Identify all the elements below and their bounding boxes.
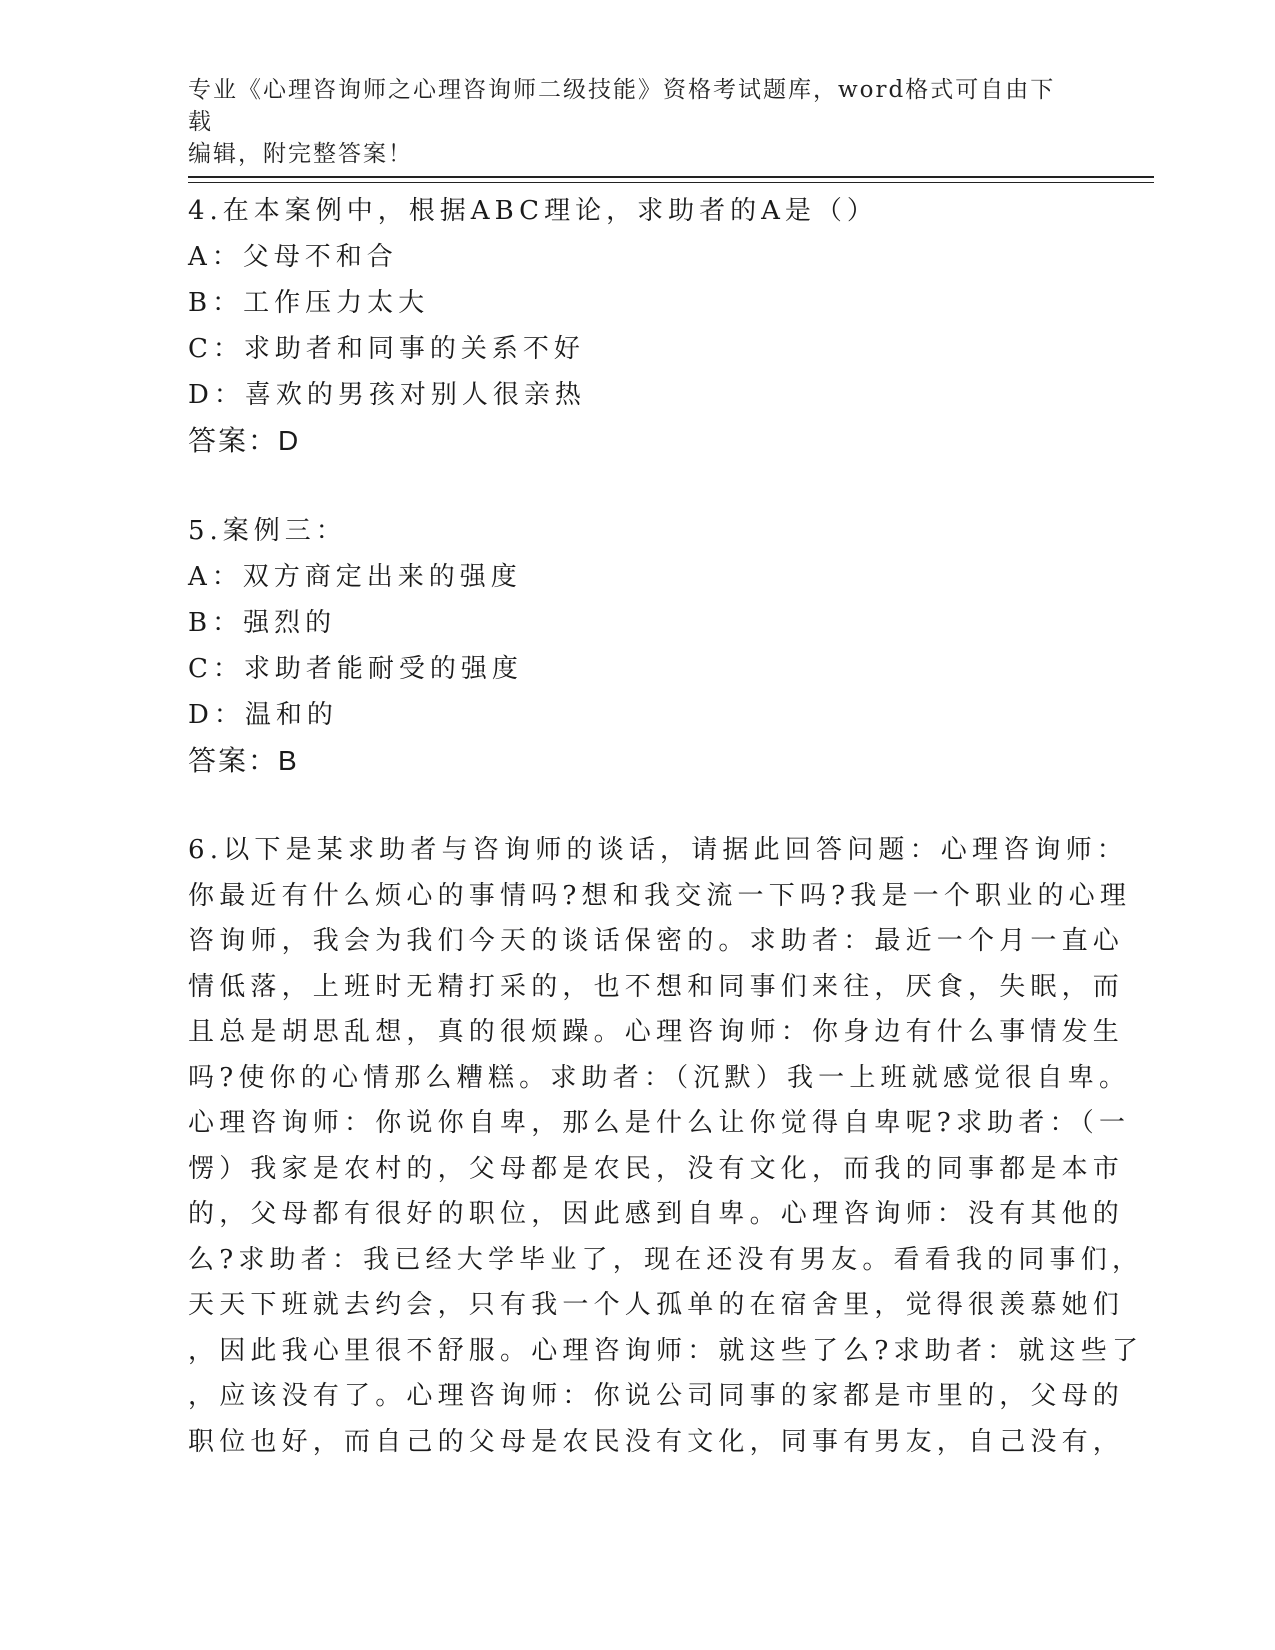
option-d: D：喜欢的男孩对别人很亲热 — [188, 380, 586, 410]
header-line-2: 编辑，附完整答案！ — [188, 141, 413, 167]
option-c: C：求助者和同事的关系不好 — [188, 334, 585, 364]
header-divider-thin — [188, 182, 1154, 183]
paragraph-line: 咨询师，我会为我们今天的谈话保密的。求助者：最近一个月一直心 — [188, 926, 1125, 956]
question-6 — [188, 828, 1144, 1465]
question-stem: 5.案例三： — [188, 516, 347, 546]
question-5 — [188, 508, 1088, 784]
paragraph-line: 的，父母都有很好的职位，因此感到自卑。心理咨询师：没有其他的 — [188, 1199, 1125, 1229]
answer-line: 答案：D — [188, 425, 301, 456]
paragraph-line: 你最近有什么烦心的事情吗?想和我交流一下吗?我是一个职业的心理 — [188, 880, 1132, 911]
option-b: B：工作压力太大 — [188, 288, 430, 318]
header-line-1: 专业《心理咨询师之心理咨询师二级技能》资格考试题库，word格式可自由下载 — [188, 77, 1056, 135]
paragraph-line: 且总是胡思乱想，真的很烦躁。心理咨询师：你身边有什么事情发生 — [188, 1017, 1125, 1047]
question-4 — [188, 188, 1088, 464]
spacer — [188, 784, 1088, 828]
spacer — [188, 464, 1088, 508]
paragraph-line: 天天下班就去约会，只有我一个人孤单的在宿舍里，觉得很羡慕她们 — [188, 1290, 1125, 1320]
option-b: B：强烈的 — [188, 608, 337, 638]
document-body — [188, 188, 1144, 1465]
paragraph-line: ，因此我心里很不舒服。心理咨询师：就这些了么?求助者：就这些了 — [188, 1335, 1144, 1366]
paragraph-line: 么?求助者：我已经大学毕业了，现在还没有男友。看看我的同事们， — [188, 1244, 1144, 1275]
option-c: C：求助者能耐受的强度 — [188, 654, 523, 684]
document-header — [188, 74, 1068, 170]
paragraph-line: 职位也好，而自己的父母是农民没有文化，同事有男友，自己没有， — [188, 1426, 1125, 1457]
answer-line: 答案：B — [188, 745, 299, 776]
option-a: A：双方商定出来的强度 — [188, 562, 522, 592]
paragraph-line: ，应该没有了。心理咨询师：你说公司同事的家都是市里的，父母的 — [188, 1381, 1125, 1411]
paragraph-line: 吗?使你的心情那么糟糕。求助者：（沉默）我一上班就感觉很自卑。 — [188, 1062, 1131, 1093]
paragraph-line: 6.以下是某求助者与咨询师的谈话，请据此回答问题：心理咨询师： — [188, 835, 1129, 865]
paragraph-line: 心理咨询师：你说你自卑，那么是什么让你觉得自卑呢?求助者：（一 — [188, 1108, 1131, 1138]
paragraph-line: 情低落，上班时无精打采的，也不想和同事们来往，厌食，失眠，而 — [188, 971, 1125, 1002]
paragraph-line: 愣）我家是农村的，父母都是农民，没有文化，而我的同事都是本市 — [188, 1153, 1125, 1184]
question-stem: 4.在本案例中，根据ABC理论，求助者的A是（） — [188, 196, 878, 226]
header-divider-thick — [188, 176, 1154, 178]
option-a: A：父母不和合 — [188, 242, 398, 272]
option-d: D：温和的 — [188, 700, 338, 730]
